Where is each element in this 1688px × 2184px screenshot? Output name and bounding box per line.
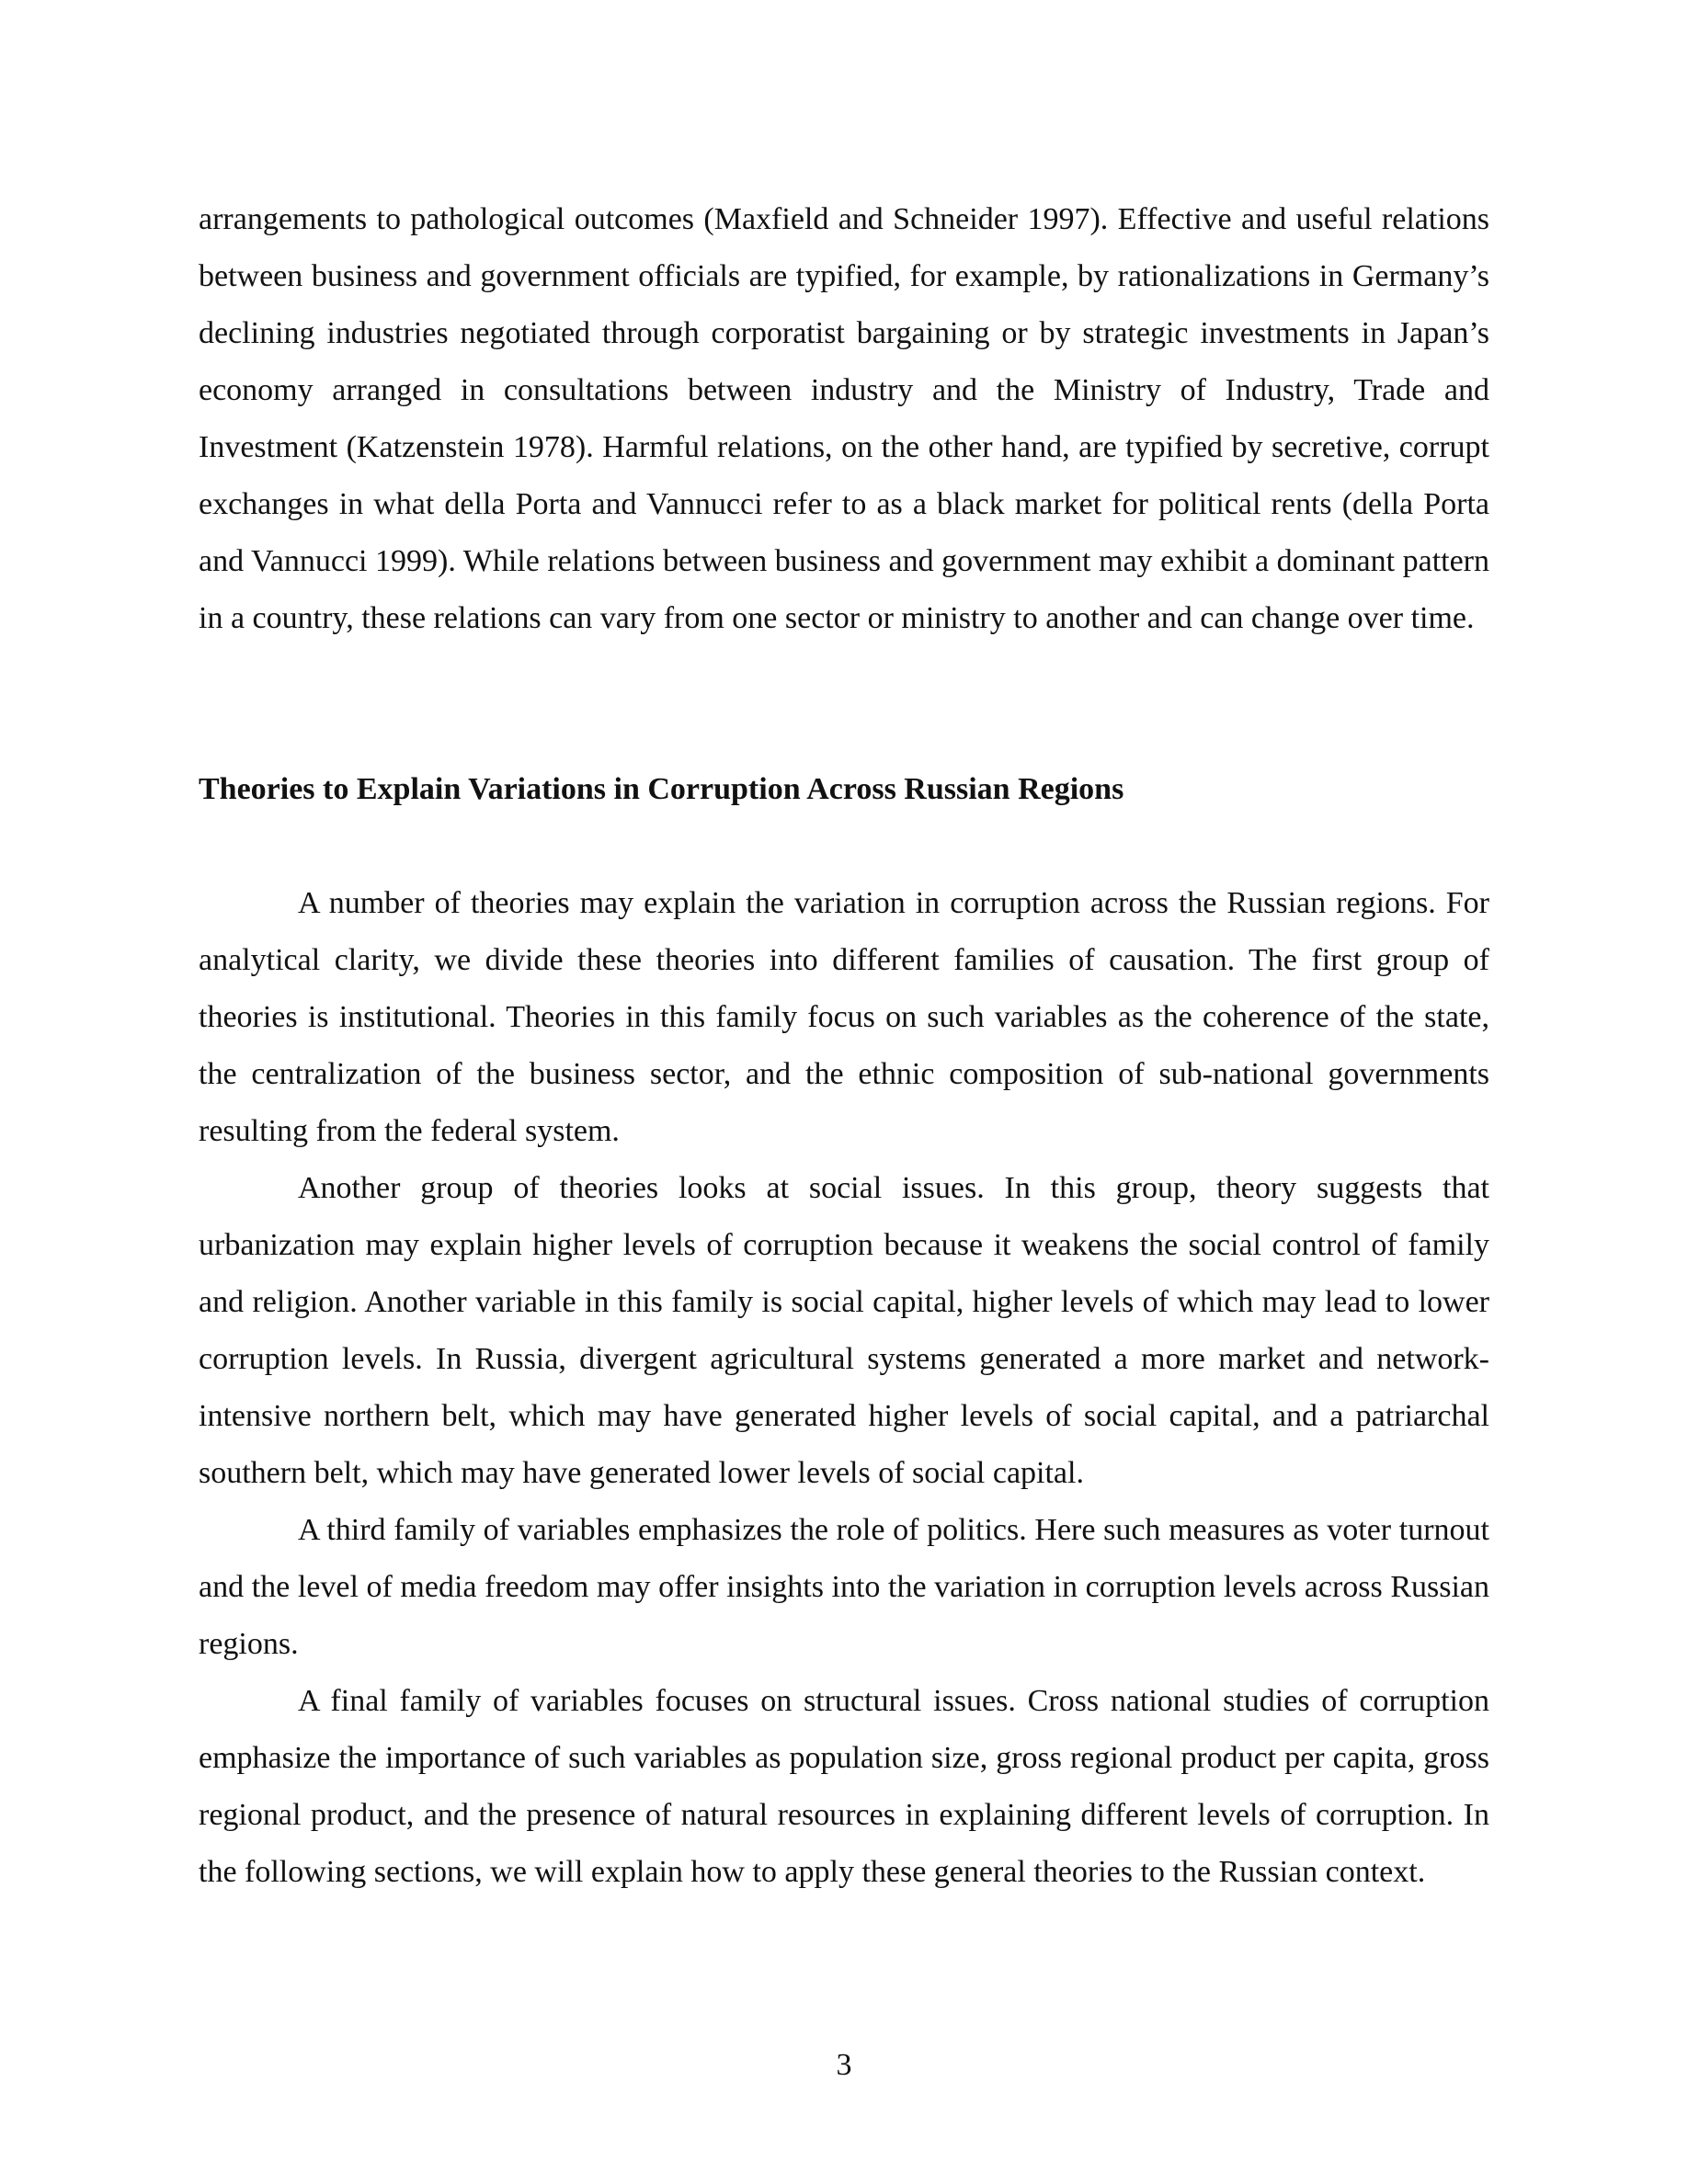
body-paragraph-structural: A final family of variables focuses on structural issues. Cross national studies of corruption emphasize the importance of such variables as population size, gross regional product per capita, gross regional product, and the presence of natural resources in explaining different levels of corruption. In the following sections, we will explain how to apply these general theories to the Russian context. <box>199 1684 1489 1889</box>
body-paragraph-social: Another group of theories looks at social issues. In this group, theory suggests that urbanization may explain higher levels of corruption because it weakens the social control of family and religion. Another variable in this family is social capital, higher levels of which may lead to lower corruption levels. In Russia, divergent agricultural systems generated a more market and network-intensive northern belt, which may have generated higher levels of social capital, and a patriarchal southern belt, which may have generated lower levels of social capital. <box>199 1171 1489 1490</box>
page-number: 3 <box>836 2048 852 2082</box>
section-body <box>199 875 1489 1901</box>
opening-text-block <box>199 191 1489 647</box>
section-heading: Theories to Explain Variations in Corruption Across Russian Regions <box>199 772 1124 806</box>
body-paragraph-politics: A third family of variables emphasizes the role of politics. Here such measures as voter turnout and the level of media freedom may offer insights into the variation in corruption levels across Russian regions. <box>199 1513 1489 1661</box>
body-paragraph-institutional: A number of theories may explain the variation in corruption across the Russian regions. For analytical clarity, we divide these theories into different families of causation. The first group of theories is institutional. Theories in this family focus on such variables as the coherence of the state, the centralization of the business sector, and the ethnic composition of sub-national governments resulting from the federal system. <box>199 886 1489 1148</box>
opening-paragraph: arrangements to pathological outcomes (Maxfield and Schneider 1997). Effective and useful relations between business and government officials are typified, for example, by rationalizations in Germany’s declining industries negotiated through corporatist bargaining or by strategic investments in Japan’s economy arranged in consultations between industry and the Ministry of Industry, Trade and Investment (Katzenstein 1978). Harmful relations, on the other hand, are typified by secretive, corrupt exchanges in what della Porta and Vannucci refer to as a black market for political rents (della Porta and Vannucci 1999). While relations between business and government may exhibit a dominant pattern in a country, these relations can vary from one sector or ministry to another and can change over time. <box>199 202 1489 635</box>
